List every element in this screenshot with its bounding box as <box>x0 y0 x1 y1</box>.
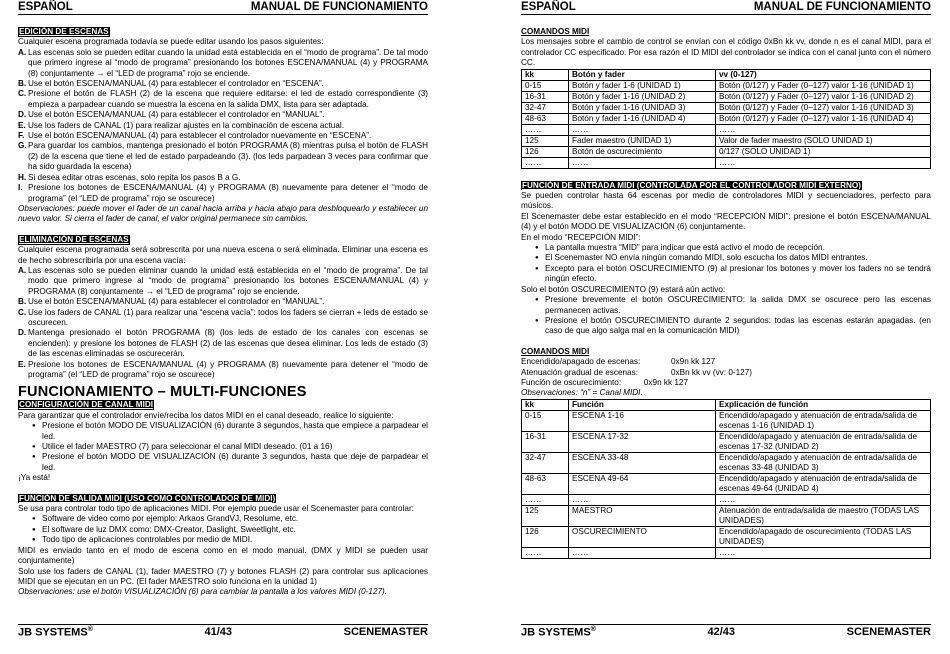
item-key: H. <box>18 172 27 182</box>
table-cell: 48-63 <box>522 473 569 494</box>
table-row <box>522 157 931 168</box>
command-row <box>521 357 931 367</box>
table-cell: …… <box>569 124 716 135</box>
item-text: Use los faders de CANAL (1) para realizar ajustes en la combinación de escena actual. <box>28 120 344 130</box>
command-value: 0xBn kk vv (vv: 0-127) <box>671 367 752 377</box>
section-end: ¡Ya está! <box>18 473 51 483</box>
item-text: Las escenas solo se pueden editar cuando la unidad está establecida en el “modo de programa”. De tal modo que primero ingrese al “modo de programa” presionando los botones ESCENA/MANUAL (4) y PROGRAMA (8) conjuntamente → el “LED de programa” rojo se enciende. <box>28 47 428 78</box>
item-key: B. <box>18 297 27 307</box>
bullet-icon: ● <box>32 444 36 451</box>
paragraph: El Scenemaster debe estar establecido en el modo “RECEPCIÓN MIDI”: presione el botón ESCENA/MANUAL (4) y el botón MODO DE VISUALIZACIÓN (6) conjuntamente. <box>521 211 931 232</box>
bullet-text: Software de video como por ejemplo: Arkaos GrandVJ, Resolume, etc. <box>42 514 299 524</box>
item-text: Si desea editar otras escenas, solo repita los pasos B a G. <box>28 172 241 182</box>
page-42 <box>521 0 931 654</box>
item-text: Use el botón ESCENA/MANUAL (4) para establecer el controlador en “ESCENA”. <box>28 79 324 89</box>
observation-note: Observaciones: “n” = Canal MIDI. <box>521 388 643 398</box>
bullet-icon: ● <box>32 516 36 523</box>
header-title: MANUAL DE FUNCIONAMIENTO <box>250 1 428 13</box>
item-text: Las escenas solo se pueden eliminar cuando la unidad está establecida en el “modo de programa”. De tal modo que primero ingrese al “modo de programa” presionando los botones ESCENA/MANUAL (4) y PROGRAMA (8) conjuntamente → el “LED de programa” rojo se enciende. <box>28 265 428 296</box>
table-cell: 125 <box>522 505 569 526</box>
item-key: A. <box>18 47 27 57</box>
table-cell: …… <box>569 494 716 505</box>
table-header: Explicación de función <box>716 399 931 410</box>
bullet-list <box>18 421 428 473</box>
paragraph: En el modo “RECEPCIÓN MIDI”: <box>521 232 641 242</box>
page-header <box>521 0 931 15</box>
bullet-item <box>18 535 428 545</box>
bullet-icon: ● <box>535 317 539 324</box>
bullet-icon: ● <box>32 537 36 544</box>
bullet-item <box>18 442 428 452</box>
table-cell: Botón (0/127) y Fader (0–127) valor 1-16 (UNIDAD 4) <box>716 113 931 124</box>
table-header: vv (0-127) <box>716 69 931 80</box>
header-language: ESPAÑOL <box>521 1 576 13</box>
section-title: COMANDOS MIDI <box>521 346 590 356</box>
footer-brand: JB SYSTEMS® <box>18 626 93 639</box>
table-cell: …… <box>522 547 569 558</box>
table-cell: …… <box>522 494 569 505</box>
step-list <box>18 48 428 204</box>
bullet-text: El Scenemaster NO envía ningún comando MIDI, solo escucha los datos MIDI entrantes. <box>545 253 868 263</box>
section-intro: Cualquier escena programada todavía se puede editar usando los pasos siguientes: <box>18 37 324 47</box>
bullet-text: Presione el botón MODO DE VISUALIZACIÓN (6) durante 3 segundos, hasta que deje de parpadear el led. <box>42 452 428 472</box>
bullet-icon: ● <box>32 454 36 461</box>
table-cell: …… <box>716 157 931 168</box>
paragraph: Se pueden controlar hasta 64 escenas por medio de controladores MIDI y secuenciadores, perfecto para músicos. <box>521 191 931 211</box>
item-key: A. <box>18 265 27 275</box>
table-header: kk <box>522 69 569 80</box>
bullet-text: La pantalla muestra “MID” para indicar que está activo el modo de recepción. <box>545 243 825 253</box>
item-key: D. <box>18 328 27 338</box>
table-cell: Encendido/apagado y atenuación de entrada/salida de escenas 49-64 (UNIDAD 4) <box>716 473 931 494</box>
command-label: Encendido/apagado de escenas: <box>521 357 641 367</box>
table-cell: 0-15 <box>522 80 569 91</box>
list-item <box>18 173 428 183</box>
midi-function-table <box>521 399 931 559</box>
bullet-text: Excepto para el botón OSCURECIMIENTO (9) al presionar los botones y mover los faders no se tendrá ningún efecto. <box>545 263 931 284</box>
section-intro: Para garantizar que el controlador envíe/reciba los datos MIDI en el canal deseado, realice lo siguiente: <box>18 410 394 420</box>
list-item <box>18 297 428 307</box>
table-cell: Botón y fader 1-16 (UNIDAD 2) <box>569 91 716 102</box>
bullet-item <box>521 264 931 285</box>
table-cell: …… <box>716 494 931 505</box>
list-item <box>18 328 428 359</box>
item-key: E. <box>18 120 26 130</box>
table-cell: …… <box>716 547 931 558</box>
bullet-item <box>18 514 428 524</box>
table-row <box>522 547 931 558</box>
bullet-text: Presione brevemente el botón OSCURECIMIENTO: la salida DMX se oscurece pero las escenas permanecen activas. <box>545 295 931 315</box>
table-cell: 126 <box>522 146 569 157</box>
observation-note: Observaciones: puede mover el fader de un canal hacia arriba y hacia abajo para desbloquearlo y establecer un nuevo valor. Si cierra el fader de canal, el valor original permanece sin cambios. <box>18 203 428 224</box>
bullet-icon: ● <box>535 245 539 252</box>
table-row <box>522 91 931 102</box>
table-cell: Encendido/apagado y atenuación de entrada/salida de escenas 17-32 (UNIDAD 2) <box>716 431 931 452</box>
table-cell: 16-31 <box>522 91 569 102</box>
table-row <box>522 494 931 505</box>
table-cell: ESCENA 17-32 <box>569 431 716 452</box>
table-cell: Botón y fader 1-16 (UNIDAD 4) <box>569 113 716 124</box>
table-cell: 126 <box>522 526 569 547</box>
section-title: COMANDOS MIDI <box>521 27 590 36</box>
bullet-text: Presione el botón OSCURECIMIENTO durante 2 segundos: todas las escenas estarán apagadas. (en caso de que algo salga mal en la comunicación MIDI) <box>545 315 931 336</box>
paragraph: Solo el botón OSCURECIMIENTO (9) estará aún activo: <box>521 284 726 294</box>
section-intro: Los mensajes sobre el cambio de control se envían con el código 0xBn kk vv, donde n es el canal MIDI, para el controlador CC especificado. Por esa razón el ID MIDI del controlador se indica con el canal junto con el número CC. <box>521 37 931 68</box>
table-cell: …… <box>716 124 931 135</box>
table-row <box>522 505 931 526</box>
header-language: ESPAÑOL <box>18 1 73 13</box>
table-cell: 0/127 (SOLO UNIDAD 1) <box>716 146 931 157</box>
table-header: Botón y fader <box>569 69 716 80</box>
item-text: Para guardar los cambios, mantenga presionado el botón PROGRAMA (8) mientras pulsa el botón de FLASH (2) de la escena que tiene el led de estado parpadeando (3). (los leds parpadean 3 veces para confirmar que ha sido guardada la escena) <box>28 141 428 172</box>
table-cell: …… <box>569 157 716 168</box>
table-cell: Fader maestro (UNIDAD 1) <box>569 135 716 146</box>
table-cell: ESCENA 49-64 <box>569 473 716 494</box>
table-cell: Valor de fader maestro (SOLO UNIDAD 1) <box>716 135 931 146</box>
list-item <box>18 110 428 120</box>
item-text: Presione el botón de FLASH (2) de la escena que requiere editarse: el led de estado correspondiente (3) empieza a parpadear cuando se muestra la escena en la salida DMX, lista para ser adaptada. <box>28 89 428 109</box>
bullet-text: Todo tipo de aplicaciones controlables por medio de MIDI. <box>42 535 253 545</box>
table-header: Función <box>569 399 716 410</box>
table-row <box>522 431 931 452</box>
table-row <box>522 452 931 473</box>
list-item <box>18 266 428 297</box>
midi-cc-table <box>521 69 931 169</box>
table-cell: Botón (0/127) y Fader (0–127) valor 1-16 (UNIDAD 2) <box>716 91 931 102</box>
bullet-list <box>18 514 428 545</box>
footer-product: SCENEMASTER <box>846 626 931 638</box>
command-row <box>521 368 931 378</box>
table-cell: 32-47 <box>522 452 569 473</box>
bullet-item <box>18 421 428 442</box>
table-row <box>522 473 931 494</box>
table-cell: OSCURECIMIENTO <box>569 526 716 547</box>
section-intro: Cualquier escena programada será sobrescrita por una nueva escena o será eliminada. Eliminar una escena es de hecho sobrescribirla por una escena vacía: <box>18 245 428 265</box>
item-key: I. <box>18 183 23 193</box>
command-line: Función de oscurecimiento: 0x9n kk 127 <box>521 377 689 387</box>
table-header: kk <box>522 399 569 410</box>
footer-brand: JB SYSTEMS® <box>521 626 596 639</box>
bullet-list <box>521 295 931 337</box>
table-cell: 0-15 <box>522 410 569 431</box>
command-label: Atenuación gradual de escenas: <box>521 367 638 377</box>
list-item <box>18 308 428 329</box>
bullet-text: Presione el botón MODO DE VISUALIZACIÓN (6) durante 3 segundos, hasta que empiece a parpadear el led. <box>42 421 428 441</box>
observation-note: Observaciones: use el botón VISUALIZACIÓN (6) para cambiar la pantalla a los valores MIDI (0-127). <box>18 587 388 597</box>
bullet-item <box>18 452 428 473</box>
list-item <box>18 131 428 141</box>
header-title: MANUAL DE FUNCIONAMIENTO <box>753 1 931 13</box>
chapter-title: FUNCIONAMIENTO – MULTI-FUNCIONES <box>18 384 307 401</box>
item-key: D. <box>18 110 27 120</box>
table-row <box>522 102 931 113</box>
table-cell: …… <box>569 547 716 558</box>
bullet-item <box>521 295 931 316</box>
table-cell: 125 <box>522 135 569 146</box>
item-text: Use los faders de CANAL (1) para realizar una “escena vacía”: todos los faders se cierran + leds de estado se oscurecen. <box>28 307 428 327</box>
table-row <box>522 526 931 547</box>
bullet-item <box>18 525 428 535</box>
item-text: Use el botón ESCENA/MANUAL (4) para establecer el controlador en “MANUAL”. <box>28 110 325 120</box>
table-cell: MAESTRO <box>569 505 716 526</box>
list-item <box>18 141 428 172</box>
item-key: B. <box>18 79 27 89</box>
bullet-item <box>521 243 931 253</box>
table-cell: 32-47 <box>522 102 569 113</box>
paragraph: MIDI es enviado tanto en el modo de escena como en el modo manual. (DMX y MIDI se pueden usar conjuntamente) <box>18 545 428 566</box>
table-cell: Atenuación de entrada/salida de maestro (TODAS LAS UNIDADES) <box>716 505 931 526</box>
item-key: F. <box>18 131 25 141</box>
table-row <box>522 124 931 135</box>
item-text: Use el botón ESCENA/MANUAL (4) para establecer el controlador en “MANUAL”. <box>28 297 325 307</box>
table-cell: 16-31 <box>522 431 569 452</box>
item-key: E. <box>18 359 26 369</box>
bullet-text: El software de luz DMX como: DMX-Creator, Daslight, Sweetlight, etc. <box>42 524 296 534</box>
footer-product: SCENEMASTER <box>343 626 428 638</box>
section-title: CONFIGURACIÓN DE CANAL MIDI <box>19 400 154 410</box>
command-value: 0x9n kk 127 <box>671 357 716 367</box>
table-cell: ESCENA 1-16 <box>569 410 716 431</box>
page-body <box>18 27 428 598</box>
section-title: FUNCIÓN DE SALIDA MIDI (USO COMO CONTROLADOR DE MIDI) <box>19 493 276 503</box>
page-header <box>18 0 428 15</box>
table-cell: Botón y fader 1-16 (UNIDAD 3) <box>569 102 716 113</box>
paragraph: Solo use los faders de CANAL (1), fader MAESTRO (7) y botones FLASH (2) para controlar sus aplicaciones MIDI que se ejecutan en un PC. (El fader MAESTRO solo funciona en la unidad 1) <box>18 566 428 586</box>
footer-page-number: 41/43 <box>204 626 233 638</box>
table-cell: Botón (0/127) y Fader (0–127) valor 1-16 (UNIDAD 3) <box>716 102 931 113</box>
page-footer <box>18 624 428 639</box>
footer-page-number: 42/43 <box>707 626 736 638</box>
section-intro: Se usa para controlar todo tipo de aplicaciones MIDI. Por ejemplo puede usar el Scenemaster para controlar: <box>18 504 414 514</box>
page-body <box>521 27 931 559</box>
table-row <box>522 146 931 157</box>
table-cell: 48-63 <box>522 113 569 124</box>
table-cell: Encendido/apagado y atenuación de entrada/salida de escenas 1-16 (UNIDAD 1) <box>716 410 931 431</box>
item-text: Mantenga presionado el botón PROGRAMA (8) (los leds de estado de los canales con escenas se encienden): y presione los botones de FLASH (2) de las escenas que desea eliminar. Los leds de estado (3) de las escenas eliminadas se oscurecerán. <box>28 328 428 359</box>
table-cell: Botón y fader 1-6 (UNIDAD 1) <box>569 80 716 91</box>
table-cell: Encendido/apagado de oscurecimiento (TODAS LAS UNIDADES) <box>716 526 931 547</box>
item-text: Use el botón ESCENA/MANUAL (4) para establecer el controlador nuevamente en “ESCENA”. <box>28 131 372 141</box>
table-row <box>522 80 931 91</box>
bullet-icon: ● <box>32 423 36 430</box>
command-list <box>521 357 931 378</box>
table-row <box>522 113 931 124</box>
bullet-item <box>521 316 931 337</box>
list-item <box>18 89 428 110</box>
table-cell: …… <box>522 124 569 135</box>
section-title: EDICIÓN DE ESCENAS <box>19 27 109 36</box>
table-cell: …… <box>522 157 569 168</box>
bullet-icon: ● <box>535 297 539 304</box>
item-key: C. <box>18 89 27 99</box>
table-row <box>522 135 931 146</box>
table-cell: Botón de oscurecimiento <box>569 146 716 157</box>
list-item <box>18 79 428 89</box>
bullet-icon: ● <box>535 255 539 262</box>
list-item <box>18 183 428 204</box>
bullet-icon: ● <box>535 265 539 272</box>
item-key: G. <box>18 141 27 151</box>
section-title: FUNCIÓN DE ENTRADA MIDI (CONTROLADA POR EL CONTROLADOR MIDI EXTERNO) <box>522 180 862 190</box>
section-title: ELIMINACIÓN DE ESCENAS <box>19 234 129 244</box>
bullet-list <box>521 243 931 285</box>
item-key: C. <box>18 307 27 317</box>
item-text: Presione los botones de ESCENA/MANUAL (4) y PROGRAMA (8) nuevamente para detener el “modo de programa” (el “LED de programa” rojo se oscurece) <box>28 183 428 203</box>
table-cell: ESCENA 33-48 <box>569 452 716 473</box>
list-item <box>18 360 428 381</box>
page-41 <box>18 0 428 654</box>
item-text: Presione los botones de ESCENA/MANUAL (4) y PROGRAMA (8) nuevamente para detener el “modo de programa” (el “LED de programa” rojo se oscurece) <box>28 359 428 379</box>
list-item <box>18 121 428 131</box>
table-row <box>522 410 931 431</box>
list-item <box>18 48 428 79</box>
table-cell: Encendido/apagado y atenuación de entrada/salida de escenas 33-48 (UNIDAD 3) <box>716 452 931 473</box>
bullet-text: Utilice el fader MAESTRO (7) para seleccionar el canal MIDI deseado. (01 a 16) <box>42 442 333 452</box>
page-footer <box>521 624 931 639</box>
step-list <box>18 266 428 380</box>
table-cell: Botón (0/127) y Fader (0–127) valor 1-16 (UNIDAD 1) <box>716 80 931 91</box>
bullet-icon: ● <box>32 526 36 533</box>
bullet-item <box>521 253 931 263</box>
